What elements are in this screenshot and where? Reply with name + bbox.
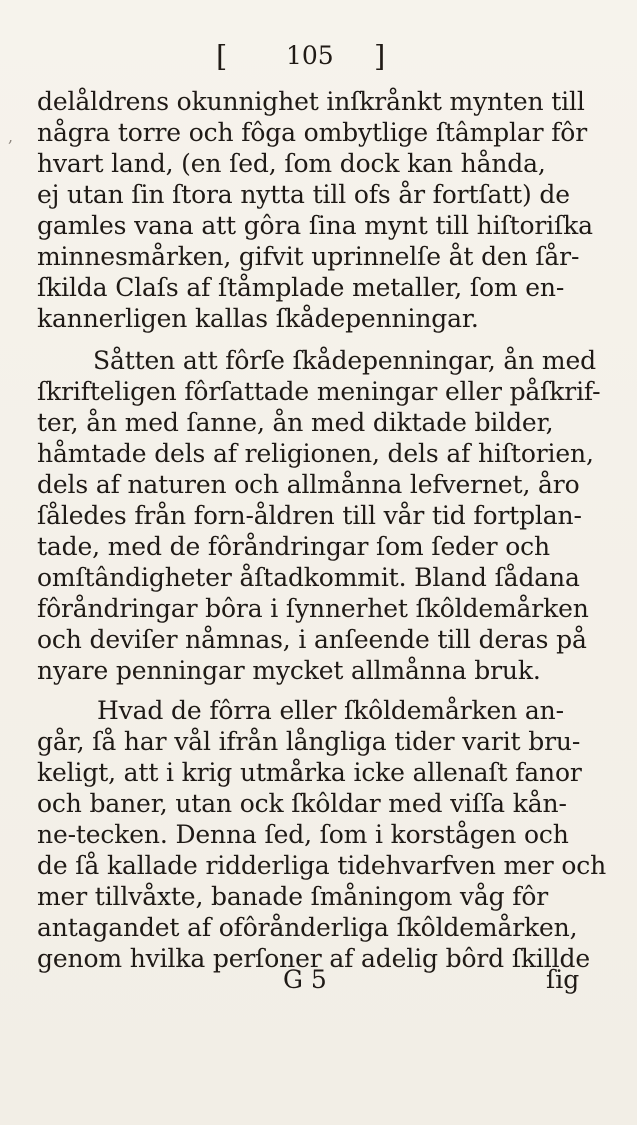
text-line: fôråndringar bôra i ſynnerhet ſkôldemårken	[37, 594, 589, 623]
text-line: minnesmårken, gifvit uprinnelſe åt den ſår-	[37, 242, 580, 271]
left-bracket: [	[216, 39, 228, 73]
text-line: Såtten att fôrſe ſkådepenningar, ån med	[93, 346, 596, 375]
text-line: omſtândigheter åſtadkommit. Bland ſådana	[37, 563, 580, 592]
text-line: och baner, utan ock ſkôldar med viſſa kån-	[37, 789, 567, 818]
text-line: kannerligen kallas ſkådepenningar.	[37, 304, 479, 333]
text-line: dels af naturen och allmånna lefvernet, åro	[37, 470, 580, 499]
text-line: keligt, att i krig utmårka icke allenaſt fanor	[37, 758, 582, 787]
text-line: och deviſer nåmnas, i anſeende till deras på	[37, 625, 587, 654]
page-number: 105	[286, 41, 334, 70]
text-line: hvart land, (en ſed, ſom dock kan hånda,	[37, 149, 546, 178]
text-line: ne-tecken. Denna ſed, ſom i korstågen och	[37, 820, 569, 849]
text-line: håmtade dels af religionen, dels af hiſtorien,	[37, 439, 594, 468]
signature-mark: G 5	[283, 965, 327, 994]
text-line: genom hvilka perſoner af adelig bôrd ſkillde	[37, 944, 590, 973]
text-line: mer tillvåxte, banade ſmåningom våg fôr	[37, 882, 549, 911]
text-line: delåldrens okunnighet inſkrånkt mynten till	[37, 87, 585, 116]
text-line: ſkrifteligen fôrſattade meningar eller påſkrif-	[37, 377, 601, 406]
text-line: några torre och fôga ombytlige ſtâmplar fôr	[37, 118, 587, 147]
text-line: ſkilda Claſs af ſtåmplade metaller, ſom en-	[37, 273, 565, 302]
page-footer	[0, 965, 637, 999]
text-line: de ſå kallade ridderliga tidehvarfven mer och	[37, 851, 607, 880]
text-line: antagandet af ofôrånderliga ſkôldemårken,	[37, 913, 578, 942]
text-line: gamles vana att gôra ſina mynt till hiſtoriſka	[37, 211, 593, 240]
text-line: tade, med de fôråndringar ſom ſeder och	[37, 532, 550, 561]
margin-mark: ,	[8, 127, 14, 146]
catchword: ſig	[546, 965, 580, 994]
text-line: går, ſå har vål ifrån långliga tider varit bru-	[37, 727, 581, 756]
text-line: ter, ån med ſanne, ån med diktade bilder,	[37, 408, 554, 437]
text-line: nyare penningar mycket allmånna bruk.	[37, 656, 541, 685]
text-line: Hvad de fôrra eller ſkôldemårken an-	[97, 696, 564, 725]
text-line: ej utan ſin ſtora nytta till ofs år fortſatt) de	[37, 180, 570, 209]
text-line: ſåledes från forn-åldren till vår tid fortplan-	[37, 501, 582, 530]
right-bracket: ]	[374, 39, 386, 73]
